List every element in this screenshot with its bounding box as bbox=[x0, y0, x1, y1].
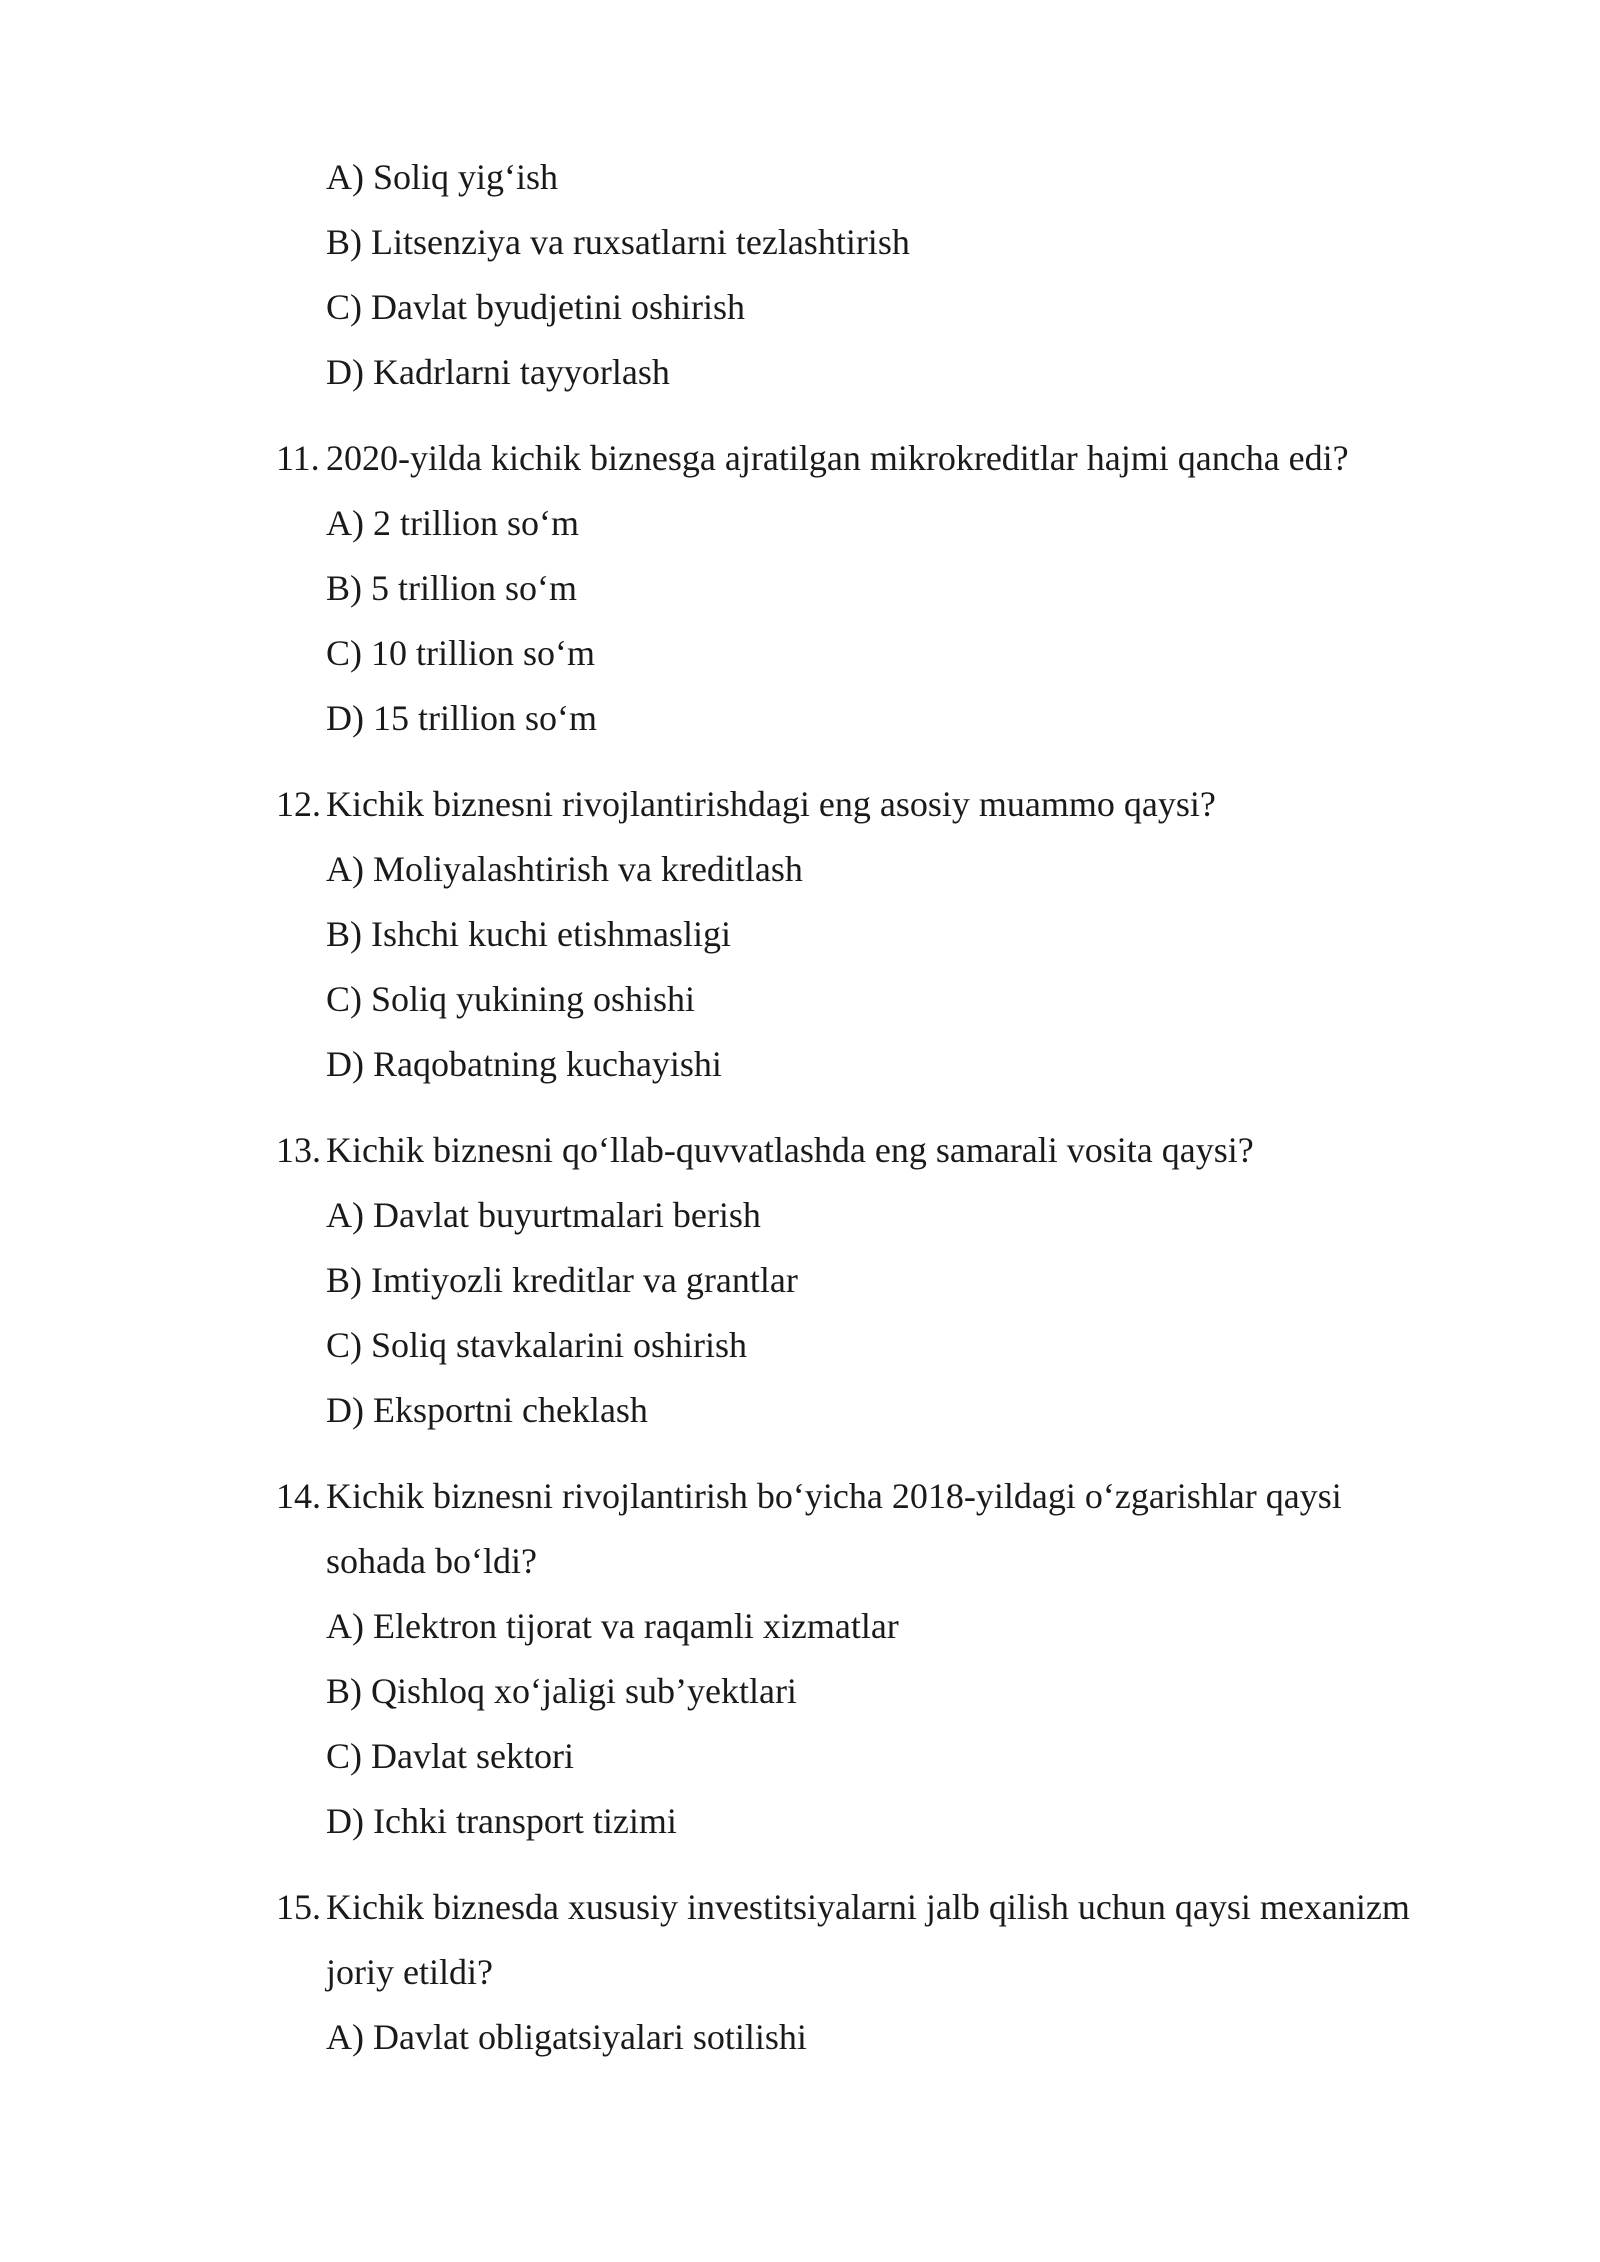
question-12 bbox=[276, 772, 1476, 837]
option-a: A) 2 trillion so‘m bbox=[326, 503, 579, 543]
question-text: 2020-yilda kichik biznesga ajratilgan mikrokreditlar hajmi qancha edi? bbox=[326, 438, 1349, 478]
option-d: D) 15 trillion so‘m bbox=[326, 698, 597, 738]
option-d: D) Eksportni cheklash bbox=[326, 1390, 648, 1430]
question-text-continued: sohada bo‘ldi? bbox=[326, 1541, 537, 1581]
question-number: 14. bbox=[276, 1476, 321, 1516]
question-text: Kichik biznesni rivojlantirishdagi eng asosiy muammo qaysi? bbox=[326, 784, 1216, 824]
option-c: C) 10 trillion so‘m bbox=[326, 633, 595, 673]
question-list bbox=[276, 145, 1476, 2070]
question-number: 15. bbox=[276, 1887, 321, 1927]
option-a: A) Davlat obligatsiyalari sotilishi bbox=[326, 2017, 807, 2057]
option-b: B) Litsenziya va ruxsatlarni tezlashtirish bbox=[326, 222, 910, 262]
option-a: A) Elektron tijorat va raqamli xizmatlar bbox=[326, 1606, 899, 1646]
question-number: 11. bbox=[276, 438, 320, 478]
option-a: A) Moliyalashtirish va kreditlash bbox=[326, 849, 803, 889]
question-14 bbox=[276, 1464, 1476, 1529]
option-b: B) Imtiyozli kreditlar va grantlar bbox=[326, 1260, 798, 1300]
option-b: B) Ishchi kuchi etishmasligi bbox=[326, 914, 731, 954]
question-11 bbox=[276, 426, 1476, 491]
question-text: Kichik biznesni qo‘llab-quvvatlashda eng samarali vosita qaysi? bbox=[326, 1130, 1254, 1170]
option-c: C) Soliq yukining oshishi bbox=[326, 979, 696, 1019]
option-d: D) Raqobatning kuchayishi bbox=[326, 1044, 722, 1084]
option-d: D) Kadrlarni tayyorlash bbox=[326, 352, 670, 392]
question-15 bbox=[276, 1875, 1476, 1940]
option-d: D) Ichki transport tizimi bbox=[326, 1801, 677, 1841]
question-number: 13. bbox=[276, 1130, 321, 1170]
option-b: B) 5 trillion so‘m bbox=[326, 568, 577, 608]
question-text-continued: joriy etildi? bbox=[326, 1952, 493, 1992]
option-a: A) Soliq yig‘ish bbox=[326, 157, 559, 197]
question-text: Kichik biznesda xususiy investitsiyalarni jalb qilish uchun qaysi mexanizm bbox=[326, 1887, 1410, 1927]
question-13 bbox=[276, 1118, 1476, 1183]
option-a: A) Davlat buyurtmalari berish bbox=[326, 1195, 761, 1235]
option-c: C) Soliq stavkalarini oshirish bbox=[326, 1325, 747, 1365]
question-text: Kichik biznesni rivojlantirish bo‘yicha 2018-yildagi o‘zgarishlar qaysi bbox=[326, 1476, 1342, 1516]
question-number: 12. bbox=[276, 784, 321, 824]
option-c: C) Davlat sektori bbox=[326, 1736, 574, 1776]
option-c: C) Davlat byudjetini oshirish bbox=[326, 287, 745, 327]
option-b: B) Qishloq xo‘jaligi sub’yektlari bbox=[326, 1671, 797, 1711]
